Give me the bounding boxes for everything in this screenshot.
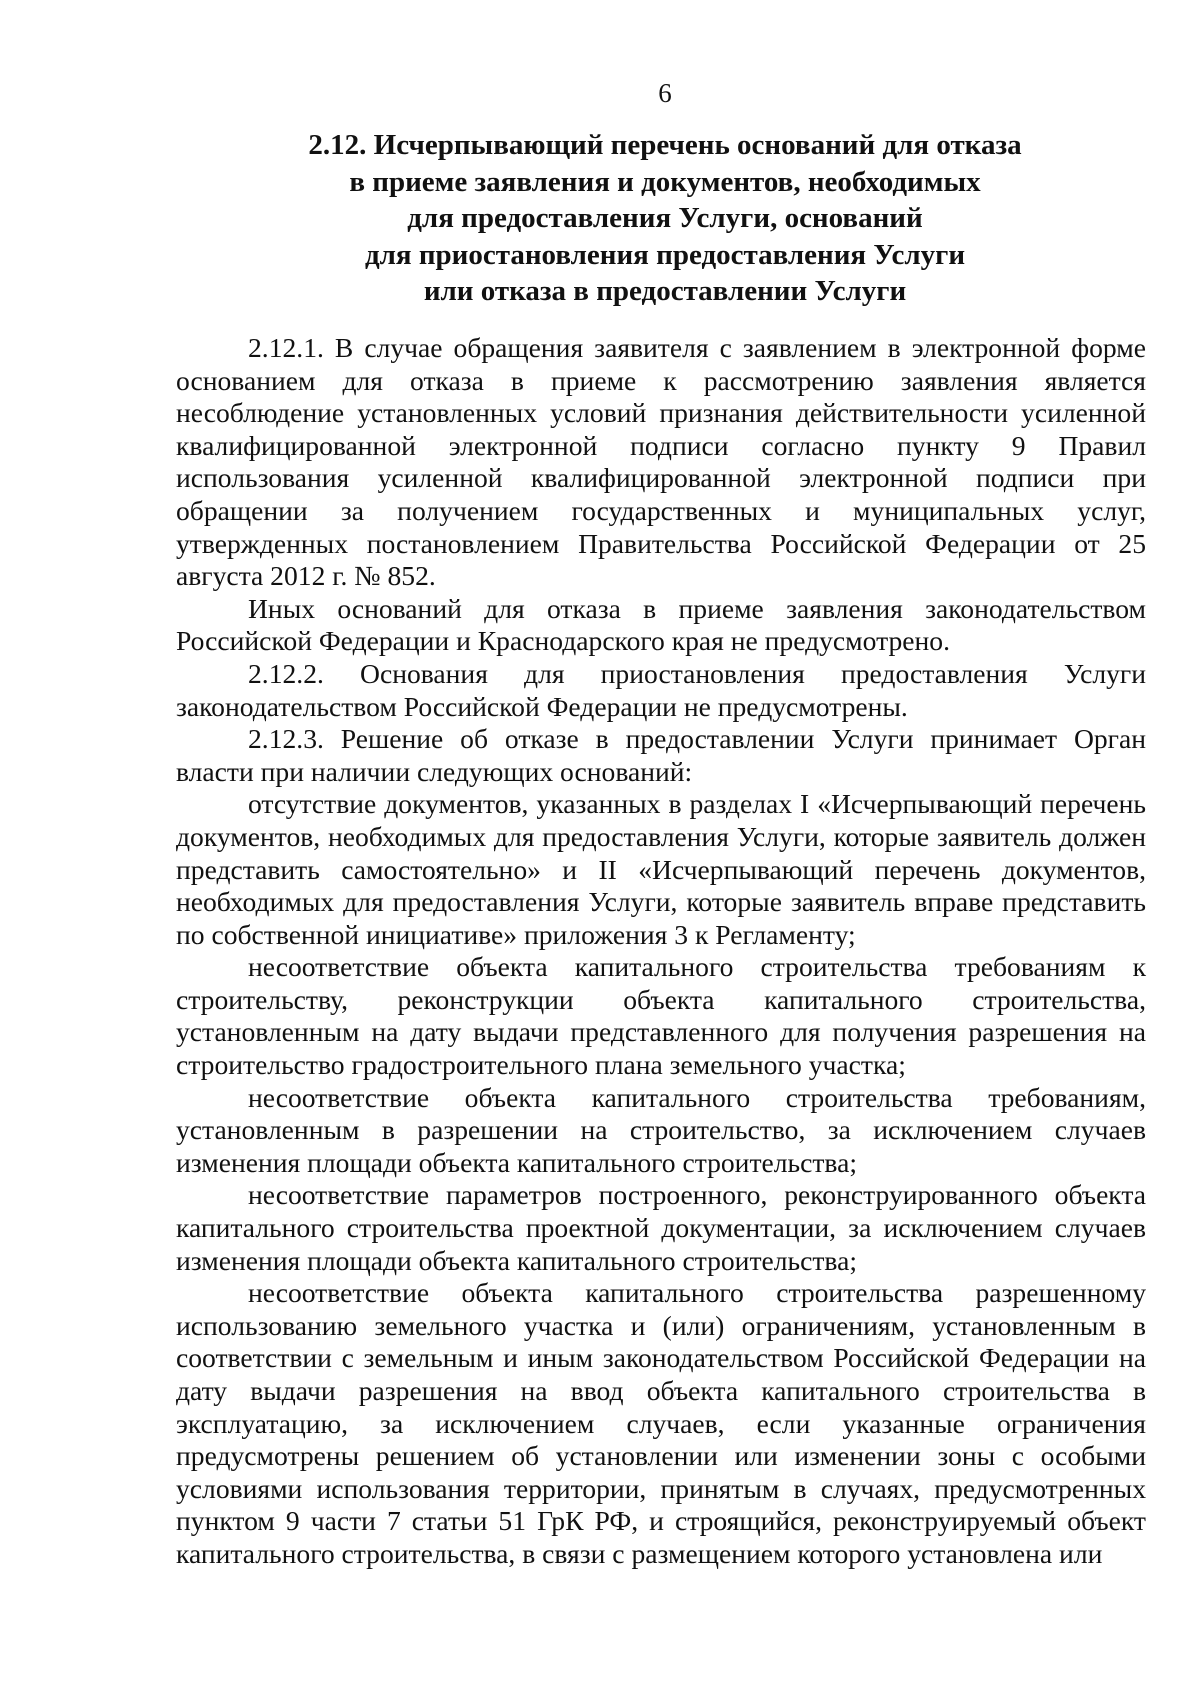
paragraph-2-12-2: 2.12.2. Основания для приостановления предоставления Услуги законодательством Российской Федерации не предусмотрены. [176, 657, 1146, 722]
list-item-project-mismatch: несоответствие параметров построенного, реконструированного объекта капитального строительства проектной документации, за исключением случаев изменения площади объекта капитального строительства; [176, 1179, 1146, 1276]
heading-line: в приеме заявления и документов, необходимых [349, 165, 981, 198]
heading-line: для приостановления предоставления Услуги [364, 238, 966, 271]
heading-line: или отказа в предоставлении Услуги [423, 275, 907, 307]
list-item-permit-mismatch: несоответствие объекта капитального строительства требованиям, установленным в разрешении на строительство, за исключением случаев изменения площади объекта капитального строительства; [176, 1081, 1146, 1178]
section-heading [180, 127, 1150, 310]
list-item-land-use-mismatch: несоответствие объекта капитального строительства разрешенному использованию земельного участка и (или) ограничениям, установленным в соответствии с земельным и иным законодательством Российской Федерации на дату выдачи разрешения на ввод объекта капитального строительства в эксплуатацию, за исключением случаев, если указанные ограничения предусмотрены решением об установлении или изменении зоны с особыми условиями использования территории, принятым в случаях, предусмотренных пунктом 9 части 7 статьи 51 ГрК РФ, и строящийся, реконструируемый объект капитального строительства, в связи с размещением которого установлена или [176, 1277, 1146, 1569]
list-item-gpzu-mismatch: несоответствие объекта капитального строительства требованиям к строительству, реконструкции объекта капитального строительства, установленным на дату выдачи представленного для получения разрешения на строительство градостроительного плана земельного участка; [176, 951, 1146, 1081]
document-body [176, 332, 1146, 1571]
heading-line: для предоставления Услуги, оснований [407, 202, 923, 234]
paragraph-no-other-grounds: Иных оснований для отказа в приеме заявления законодательством Российской Федерации и Краснодарского края не предусмотрено. [176, 592, 1146, 657]
page-number: 6 [658, 78, 672, 108]
heading-line: 2.12. Исчерпывающий перечень оснований для отказа [308, 129, 1022, 161]
list-item-missing-documents: отсутствие документов, указанных в разделах I «Исчерпывающий перечень документов, необходимых для предоставления Услуги, которые заявитель должен представить самостоятельно» и II «Исчерпывающий перечень документов, необходимых для предоставления Услуги, которые заявитель вправе представить по собственной инициативе» приложения 3 к Регламенту; [176, 788, 1146, 950]
paragraph-2-12-1: 2.12.1. В случае обращения заявителя с заявлением в электронной форме основанием для отказа в приеме к рассмотрению заявления является несоблюдение установленных условий признания действительности усиленной квалифицированной электронной подписи согласно пункту 9 Правил использования усиленной квалифицированной электронной подписи при обращении за получением государственных и муниципальных услуг, утвержденных постановлением Правительства Российской Федерации от 25 августа 2012 г. № 852. [176, 332, 1146, 592]
paragraph-2-12-3: 2.12.3. Решение об отказе в предоставлении Услуги принимает Орган власти при наличии следующих оснований: [176, 723, 1146, 787]
